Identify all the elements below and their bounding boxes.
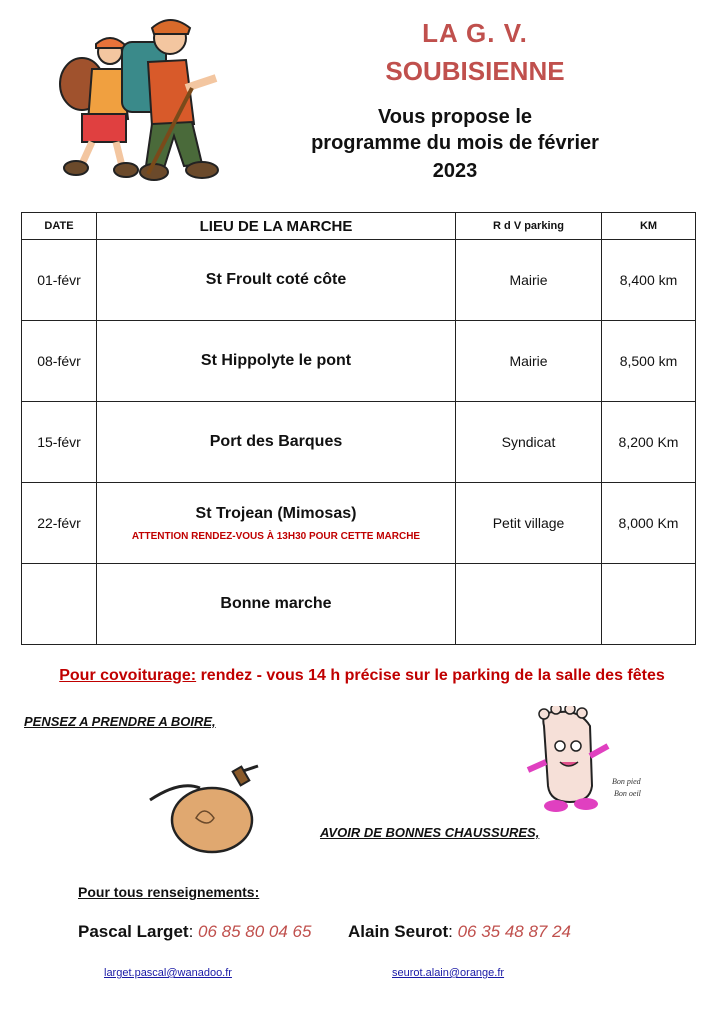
table-row [22,240,696,321]
foot-mascot-illustration [520,706,680,818]
row-km: 8,200 Km [602,402,696,483]
covoiturage-text: rendez - vous 14 h précise sur le parking de la salle des fêtes [196,667,665,684]
hikers-illustration [52,14,232,186]
row-rdv: Syndicat [456,402,602,483]
row-date: 01-févr [22,240,97,321]
contact-name: Alain Seurot [348,922,449,941]
row-km [602,564,696,645]
row-km: 8,000 Km [602,483,696,564]
contact-pascal: Pascal Larget: 06 85 80 04 65 [78,922,312,941]
row-km: 8,400 km [602,240,696,321]
reminder-drink: PENSEZ A PRENDRE A BOIRE, [24,714,216,729]
table-row [22,321,696,402]
intro-line2: programme du mois de février [311,132,599,154]
intro-year: 2023 [432,160,478,182]
row-date [22,564,97,645]
row-lieu: St Hippolyte le pont [97,321,456,402]
row-rdv: Mairie [456,321,602,402]
row-lieu: St Trojean (Mimosas) [195,504,357,522]
covoiturage-line [0,667,724,685]
contact-alain: Alain Seurot: 06 35 48 87 24 [348,922,572,941]
contact-phone[interactable]: 06 35 48 87 24 [457,922,572,941]
flask-illustration [140,760,270,860]
table-row [22,564,696,645]
row-rdv: Mairie [456,240,602,321]
foot-text-line1: Bon pied [612,777,641,786]
intro-line1: Vous propose le [377,106,533,128]
row-lieu: Port des Barques [97,402,456,483]
program-table [21,212,696,645]
row-date: 22-févr [22,483,97,564]
header-date: DATE [22,213,97,240]
covoiturage-label: Pour covoiturage: [59,667,197,684]
foot-text-line2: Bon oeil [614,789,641,798]
header-lieu: LIEU DE LA MARCHE [97,213,456,240]
row-lieu-cell [97,483,456,564]
attention-note: ATTENTION RENDEZ-VOUS À 13H30 POUR CETTE MARCHE [131,530,421,542]
table-header-row [22,213,696,240]
contacts-title: Pour tous renseignements: [78,884,260,900]
email-link-alain[interactable]: seurot.alain@orange.fr [392,967,505,979]
club-name-line1: LA G. V. [422,18,528,48]
row-km: 8,500 km [602,321,696,402]
header-rdv: R d V parking [456,213,602,240]
row-rdv [456,564,602,645]
header-km: KM [602,213,696,240]
row-lieu: Bonne marche [97,564,456,645]
row-date: 08-févr [22,321,97,402]
club-name-line2: SOUBISIENNE [385,56,565,86]
table-row [22,483,696,564]
contact-name: Pascal Larget [78,922,189,941]
row-date: 15-févr [22,402,97,483]
contact-phone[interactable]: 06 85 80 04 65 [198,922,312,941]
row-rdv: Petit village [456,483,602,564]
row-lieu: St Froult coté côte [97,240,456,321]
table-row [22,402,696,483]
email-link-pascal[interactable]: larget.pascal@wanadoo.fr [104,967,232,979]
reminder-shoes: AVOIR DE BONNES CHAUSSURES, [320,825,540,840]
